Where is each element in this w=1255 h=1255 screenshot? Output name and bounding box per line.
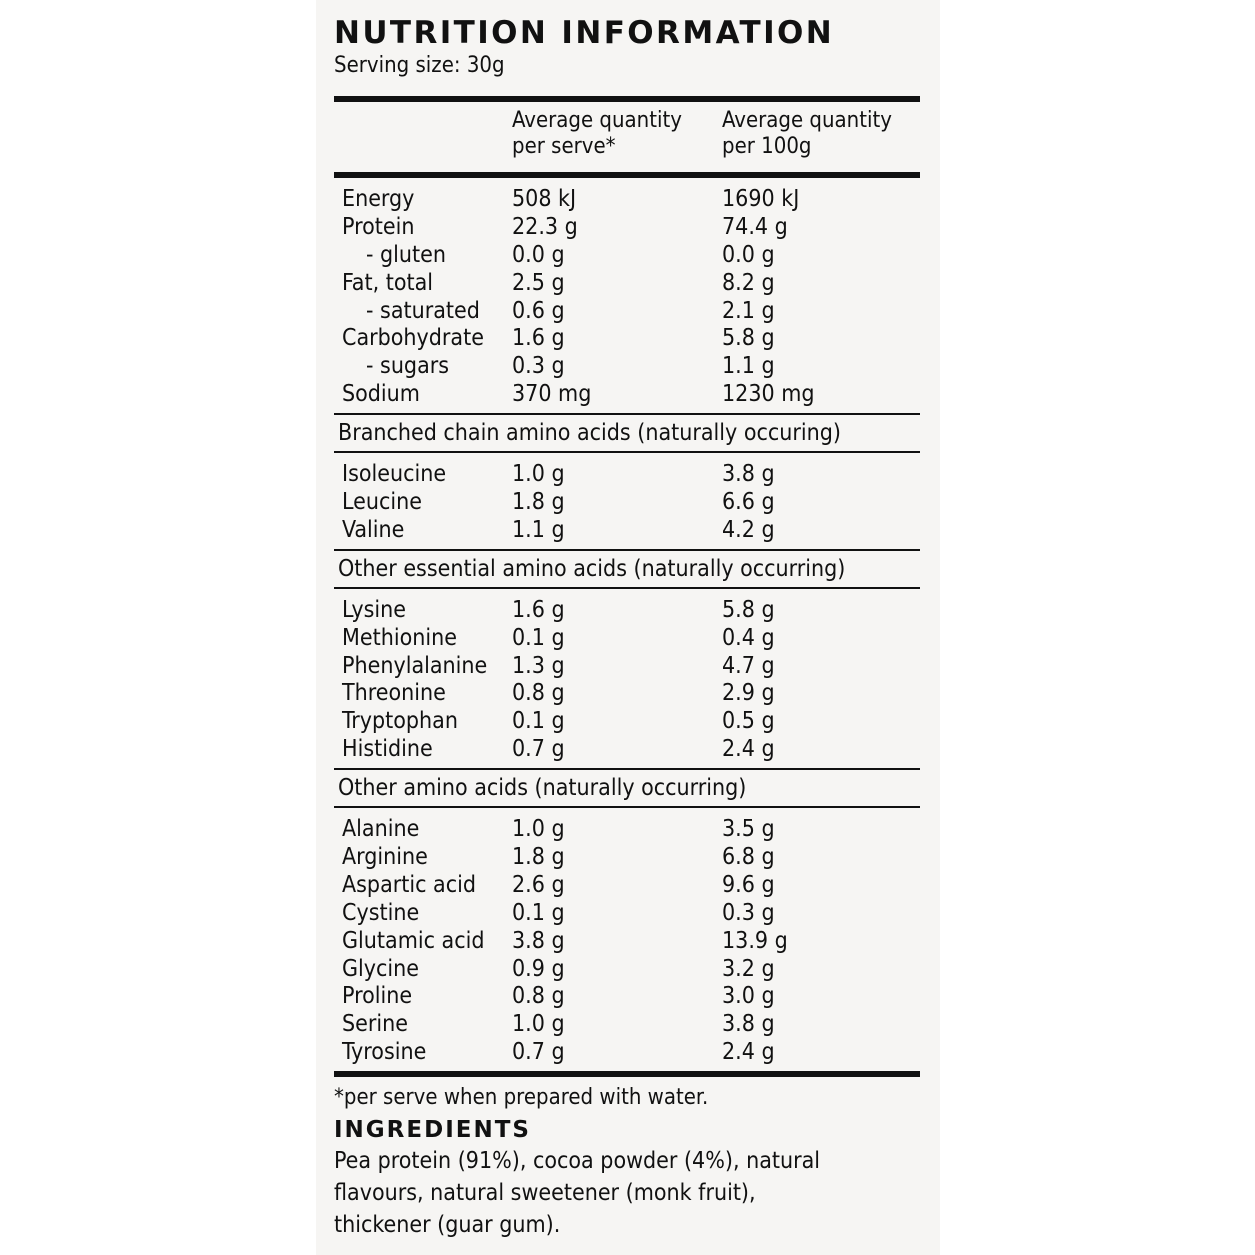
ingredients-title: INGREDIENTS [334,1117,531,1144]
ingredients-line: flavours, natural sweetener (monk fruit), [334,1180,756,1207]
section-title-other: Other amino acids (naturally occurring) [338,775,747,802]
nutrient-name: Phenylalanine [342,652,488,679]
per-serve-value: 1.6 g [512,325,565,352]
per-serve-value: 0.1 g [512,708,565,735]
nutrient-name: Tryptophan [342,708,458,735]
per-serve-value: 1.0 g [512,461,565,488]
footnote: *per serve when prepared with water. [334,1085,709,1111]
per-serve-value: 0.8 g [512,680,565,707]
table-row [334,844,920,872]
per-100g-value: 2.1 g [722,297,775,324]
bcaa-table [334,453,920,549]
nutrition-label [334,14,920,1241]
table-row [334,1011,920,1039]
nutrient-name: - gluten [366,241,447,268]
per-serve-value: 1.0 g [512,1011,565,1038]
main-nutrients-table [334,178,920,413]
per-serve-value: 0.8 g [512,983,565,1010]
per-100g-value: 4.7 g [722,652,775,679]
per-serve-value: 1.8 g [512,489,565,516]
ingredients-text [334,1145,920,1241]
per-serve-value: 22.3 g [512,213,578,240]
per-100g-value: 5.8 g [722,325,775,352]
other-amino-table [334,808,920,1071]
header-per-100g-line1: Average quantity [722,108,892,133]
table-row [334,928,920,956]
nutrient-name: Valine [342,516,405,543]
per-serve-value: 370 mg [512,381,592,408]
section-title-bcaa: Branched chain amino acids (naturally occuring) [338,420,841,447]
per-100g-value: 9.6 g [722,871,775,898]
nutrient-name: Sodium [342,381,420,408]
per-serve-value: 0.7 g [512,736,565,763]
nutrient-name: Glutamic acid [342,927,485,954]
per-100g-value: 2.4 g [722,1039,775,1066]
nutrient-name: Isoleucine [342,461,447,488]
table-row [334,353,920,381]
nutrient-name: - saturated [366,297,480,324]
header-spacer [334,102,512,172]
nutrient-name: Serine [342,1011,408,1038]
table-row [334,816,920,844]
per-serve-value: 0.0 g [512,241,565,268]
per-serve-value: 508 kJ [512,186,577,212]
per-100g-value: 2.9 g [722,680,775,707]
per-100g-value: 3.8 g [722,461,775,488]
per-serve-value: 1.0 g [512,816,565,843]
per-serve-value: 3.8 g [512,927,565,954]
table-row [334,242,920,270]
per-serve-value: 1.6 g [512,596,565,623]
per-100g-value: 4.2 g [722,516,775,543]
table-row [334,597,920,625]
essential-amino-table [334,589,920,768]
table-row [334,625,920,653]
header-per-serve-line2: per serve* [512,134,616,159]
per-100g-value: 3.8 g [722,1011,775,1038]
nutrient-name: Carbohydrate [342,325,484,352]
page-title: NUTRITION INFORMATION [334,15,835,51]
nutrient-name: Methionine [342,624,457,651]
nutrient-name: Threonine [342,680,446,707]
per-serve-value: 0.1 g [512,899,565,926]
table-row [334,736,920,764]
table-row [334,1039,920,1067]
table-row [334,214,920,242]
per-100g-value: 8.2 g [722,269,775,296]
serving-size: Serving size: 30g [334,53,505,78]
table-row [334,270,920,298]
nutrient-name: Glycine [342,955,420,982]
per-100g-value: 1690 kJ [722,186,800,212]
nutrient-name: Cystine [342,899,420,926]
nutrient-name: Tyrosine [342,1039,427,1066]
ingredients-line: Pea protein (91%), cocoa powder (4%), natural [334,1148,821,1175]
nutrient-name: Proline [342,983,413,1010]
per-serve-value: 1.3 g [512,652,565,679]
per-serve-value: 0.7 g [512,1039,565,1066]
per-serve-value: 2.6 g [512,871,565,898]
per-100g-value: 2.4 g [722,736,775,763]
table-row [334,680,920,708]
per-serve-value: 0.1 g [512,624,565,651]
per-100g-value: 1230 mg [722,381,815,408]
ingredients-line: thickener (guar gum). [334,1212,561,1239]
nutrient-name: Energy [342,186,415,212]
header-per-serve-line1: Average quantity [512,108,682,133]
table-row [334,653,920,681]
table-row [334,900,920,928]
per-100g-value: 3.5 g [722,816,775,843]
per-100g-value: 0.3 g [722,899,775,926]
per-100g-value: 0.0 g [722,241,775,268]
table-row [334,461,920,489]
per-serve-value: 2.5 g [512,269,565,296]
per-100g-value: 74.4 g [722,213,788,240]
per-serve-value: 0.6 g [512,297,565,324]
header-per-100g [722,102,920,172]
per-serve-value: 0.9 g [512,955,565,982]
per-100g-value: 0.4 g [722,624,775,651]
table-row [334,186,920,214]
nutrient-name: Fat, total [342,269,434,296]
table-row [334,325,920,353]
per-serve-value: 0.3 g [512,353,565,380]
nutrient-name: Arginine [342,844,428,871]
per-serve-value: 1.1 g [512,516,565,543]
per-100g-value: 6.6 g [722,489,775,516]
table-row [334,983,920,1011]
table-row [334,298,920,326]
per-100g-value: 1.1 g [722,353,775,380]
table-row [334,956,920,984]
per-100g-value: 3.2 g [722,955,775,982]
per-100g-value: 5.8 g [722,596,775,623]
nutrient-name: - sugars [366,353,450,380]
nutrient-name: Alanine [342,816,420,843]
section-title-essential: Other essential amino acids (naturally occurring) [338,555,846,582]
nutrient-name: Aspartic acid [342,871,477,898]
nutrient-name: Histidine [342,736,433,763]
table-row [334,381,920,409]
per-100g-value: 13.9 g [722,927,788,954]
per-100g-value: 3.0 g [722,983,775,1010]
column-header-row [334,102,920,172]
header-per-100g-line2: per 100g [722,134,812,159]
table-row [334,708,920,736]
table-row [334,489,920,517]
per-serve-value: 1.8 g [512,844,565,871]
nutrient-name: Protein [342,213,415,240]
table-row [334,872,920,900]
nutrient-name: Leucine [342,489,422,516]
per-100g-value: 6.8 g [722,844,775,871]
nutrient-name: Lysine [342,596,407,623]
divider-thick [334,1071,920,1077]
per-100g-value: 0.5 g [722,708,775,735]
header-per-serve [512,102,722,172]
table-row [334,517,920,545]
